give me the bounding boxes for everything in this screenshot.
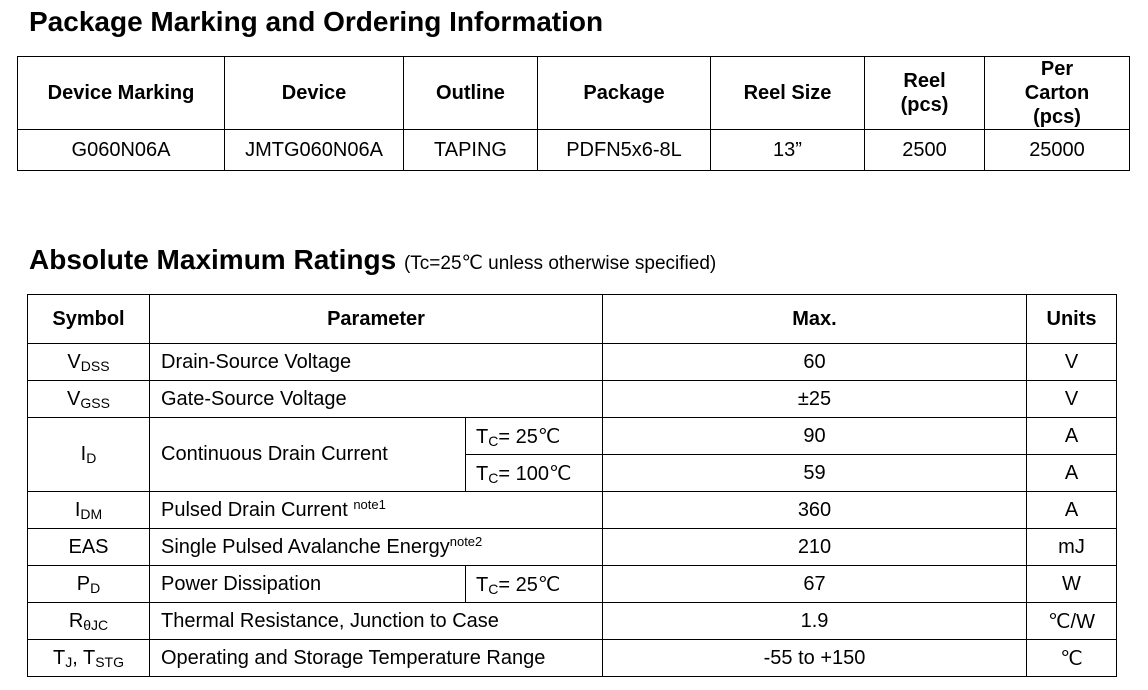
condition-value: = 25℃	[498, 573, 561, 596]
header-device: Device	[225, 57, 404, 130]
condition-sub: C	[488, 469, 499, 486]
parameter-cell: Continuous Drain Current	[150, 418, 466, 492]
max-cell: 360	[603, 492, 1027, 529]
parameter-cell: Thermal Resistance, Junction to Case	[150, 603, 603, 640]
cell-device: JMTG060N06A	[225, 130, 404, 171]
unit-cell: A	[1027, 492, 1117, 529]
symbol-cell: EAS	[28, 529, 150, 566]
symbol-main: V	[67, 387, 81, 410]
max-cell: 67	[603, 566, 1027, 603]
symbol-sub: D	[86, 450, 97, 466]
cell-reel-pcs: 2500	[865, 130, 985, 171]
cell-outline: TAPING	[404, 130, 538, 171]
parameter-cell: Drain-Source Voltage	[150, 344, 603, 381]
unit-cell: W	[1027, 566, 1117, 603]
symbol-main: P	[76, 572, 91, 595]
table-row	[28, 640, 1117, 677]
symbol-cell	[28, 640, 150, 677]
symbol-main: I	[80, 443, 87, 465]
table-row	[28, 418, 1117, 455]
symbol-main: I	[74, 498, 81, 521]
max-cell: -55 to +150	[603, 640, 1027, 677]
parameter-cell	[150, 492, 603, 529]
header-max: Max.	[603, 295, 1027, 344]
symbol-main: R	[68, 609, 84, 632]
unit-cell: ℃/W	[1027, 603, 1117, 640]
table-row	[18, 130, 1130, 171]
note-ref: note2	[449, 533, 483, 549]
unit-cell: A	[1027, 418, 1117, 455]
symbol-cell	[28, 566, 150, 603]
symbol-sub: DSS	[80, 357, 110, 374]
ratings-table	[27, 294, 1117, 677]
ordering-header-row	[18, 57, 1130, 130]
header-reel-size: Reel Size	[711, 57, 865, 130]
symbol-cell	[28, 603, 150, 640]
cell-per-carton: 25000	[985, 130, 1130, 171]
header-symbol: Symbol	[28, 295, 150, 344]
condition-cell	[466, 455, 603, 492]
unit-cell: V	[1027, 381, 1117, 418]
parameter-cell: Operating and Storage Temperature Range	[150, 640, 603, 677]
header-units: Units	[1027, 295, 1117, 344]
condition-value: = 25℃	[498, 425, 561, 448]
max-cell: 210	[603, 529, 1027, 566]
table-row	[28, 529, 1117, 566]
symbol-sub: D	[90, 579, 101, 596]
header-outline: Outline	[404, 57, 538, 130]
condition-symbol: T	[476, 573, 489, 596]
max-cell: 90	[603, 418, 1027, 455]
symbol-cell	[28, 492, 150, 529]
symbol-cell	[28, 418, 150, 492]
header-device-marking: Device Marking	[18, 57, 225, 130]
header-per-carton: Per Carton (pcs)	[985, 57, 1130, 130]
table-row	[28, 381, 1117, 418]
symbol-sub: GSS	[80, 394, 110, 411]
condition-cell	[466, 566, 603, 603]
note-ref: note1	[353, 496, 386, 512]
max-cell: 1.9	[603, 603, 1027, 640]
symbol-main: T	[82, 646, 96, 669]
condition-symbol: T	[476, 462, 489, 485]
ordering-title: Package Marking and Ordering Information	[29, 6, 604, 37]
header-reel-pcs: Reel (pcs)	[865, 57, 985, 130]
symbol-main: T	[53, 646, 66, 669]
unit-cell: V	[1027, 344, 1117, 381]
max-cell: 60	[603, 344, 1027, 381]
symbol-cell	[28, 344, 150, 381]
unit-cell: mJ	[1027, 529, 1117, 566]
unit-cell: A	[1027, 455, 1117, 492]
cell-reel-size: 13”	[711, 130, 865, 171]
ratings-title: Absolute Maximum Ratings	[29, 244, 397, 275]
table-row	[28, 492, 1117, 529]
unit-cell: ℃	[1027, 640, 1117, 677]
table-row	[28, 566, 1117, 603]
symbol-main: V	[67, 350, 81, 373]
parameter-text: Single Pulsed Avalanche Energy	[161, 535, 450, 558]
cell-device-marking: G060N06A	[18, 130, 225, 171]
table-row	[28, 344, 1117, 381]
symbol-cell	[28, 381, 150, 418]
symbol-sub: J	[65, 653, 73, 670]
condition-sub: C	[488, 580, 499, 597]
parameter-cell: Gate-Source Voltage	[150, 381, 603, 418]
parameter-text: Pulsed Drain Current	[161, 498, 354, 521]
ratings-title-line	[29, 244, 716, 276]
symbol-sub: θJC	[83, 616, 109, 633]
condition-cell	[466, 418, 603, 455]
condition-value: = 100℃	[498, 462, 572, 485]
symbol-separator: ,	[72, 646, 83, 669]
table-row	[28, 603, 1117, 640]
cell-package: PDFN5x6-8L	[538, 130, 711, 171]
ratings-title-note: (Tc=25℃ unless otherwise specified)	[403, 253, 717, 274]
symbol-sub: STG	[95, 653, 124, 670]
ratings-header-row	[28, 295, 1117, 344]
header-package: Package	[538, 57, 711, 130]
parameter-cell: Power Dissipation	[150, 566, 466, 603]
header-parameter: Parameter	[150, 295, 603, 344]
max-cell: ±25	[603, 381, 1027, 418]
parameter-cell	[150, 529, 603, 566]
ordering-table	[17, 56, 1130, 171]
condition-sub: C	[488, 432, 499, 449]
symbol-sub: DM	[80, 505, 103, 522]
condition-symbol: T	[476, 425, 489, 448]
max-cell: 59	[603, 455, 1027, 492]
